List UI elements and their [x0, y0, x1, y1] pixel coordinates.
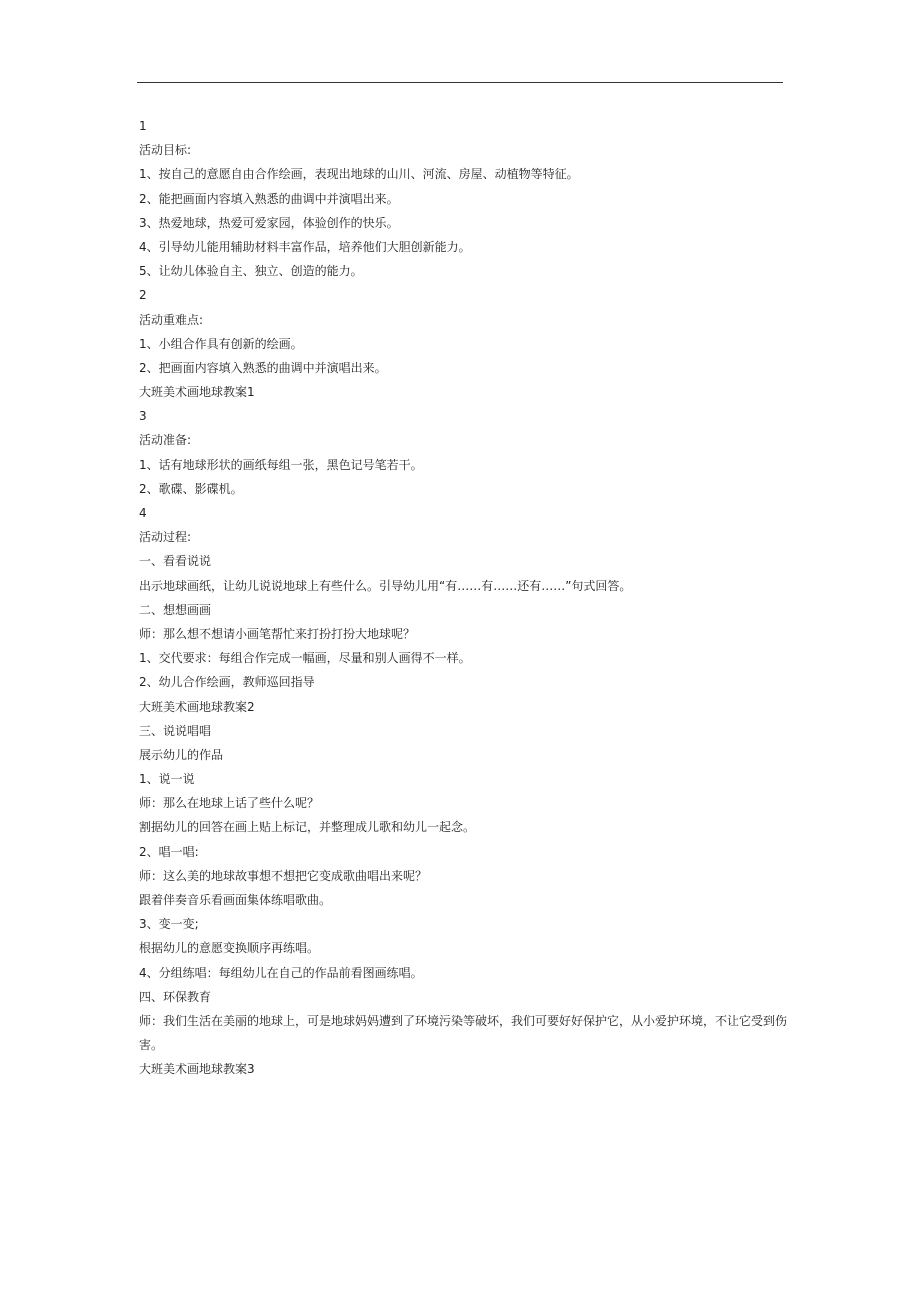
list-item: 1、交代要求：每组合作完成一幅画，尽量和别人画得不一样。	[139, 651, 471, 666]
process-step-heading: 一、看看说说	[139, 554, 212, 569]
paragraph: 出示地球画纸，让幼儿说说地球上有些什么。引导幼儿用“有……有……还有……”句式回答。	[139, 578, 632, 593]
list-item: 4、分组练唱：每组幼儿在自己的作品前看图画练唱。	[139, 965, 423, 980]
objective-item: 5、让幼儿体验自主、独立、创造的能力。	[139, 264, 363, 279]
section-number: 1	[139, 119, 147, 133]
heading-objectives: 活动目标:	[139, 143, 192, 158]
section-number: 4	[139, 506, 147, 520]
lesson-plan-title: 大班美术画地球教案2	[139, 699, 255, 714]
paragraph: 根据幼儿的意愿变换顺序再练唱。	[139, 941, 320, 956]
heading-preparation: 活动准备:	[139, 433, 192, 448]
paragraph: 师：那么想不想请小画笔帮忙来打扮打扮大地球呢？	[139, 626, 416, 641]
preparation-item: 1、话有地球形状的画纸每组一张，黑色记号笔若干。	[139, 457, 423, 472]
objective-item: 4、引导幼儿能用辅助材料丰富作品，培养他们大胆创新能力。	[139, 239, 471, 254]
key-point-item: 1、小组合作具有创新的绘画。	[139, 336, 303, 351]
objective-item: 2、能把画面内容填入熟悉的曲调中并演唱出来。	[139, 191, 399, 206]
list-item: 3、变一变;	[139, 917, 199, 932]
process-step-heading: 四、环保教育	[139, 989, 212, 1004]
key-point-item: 2、把画面内容填入熟悉的曲调中并演唱出来。	[139, 360, 387, 375]
heading-process: 活动过程:	[139, 530, 192, 545]
paragraph: 师：这么美的地球故事想不想把它变成歌曲唱出来呢？	[139, 868, 428, 883]
paragraph: 师：我们生活在美丽的地球上，可是地球妈妈遭到了环境污染等破坏，我们可要好好保护它，从小爱护环境，不让它受到伤害。	[139, 1013, 788, 1053]
paragraph: 展示幼儿的作品	[139, 747, 224, 762]
objective-item: 1、按自己的意愿自由合作绘画，表现出地球的山川、河流、房屋、动植物等特征。	[139, 167, 579, 182]
preparation-item: 2、歌碟、影碟机。	[139, 481, 243, 496]
document-body	[139, 114, 787, 1082]
section-number: 3	[139, 409, 147, 424]
process-step-heading: 三、说说唱唱	[139, 723, 212, 738]
lesson-plan-title: 大班美术画地球教案1	[139, 385, 255, 400]
paragraph: 跟着伴奏音乐看画面集体练唱歌曲。	[139, 893, 332, 907]
section-number: 2	[139, 288, 147, 303]
heading-key-points: 活动重难点:	[139, 312, 204, 327]
process-step-heading: 二、想想画画	[139, 602, 212, 617]
list-item: 1、说一说	[139, 772, 195, 787]
list-item: 2、幼儿合作绘画，教师巡回指导	[139, 675, 315, 690]
paragraph: 师：那么在地球上话了些什么呢？	[139, 796, 320, 811]
list-item: 2、唱一唱:	[139, 844, 199, 859]
header-rule	[137, 82, 783, 83]
objective-item: 3、热爱地球，热爱可爱家园，体验创作的快乐。	[139, 215, 399, 230]
paragraph: 割据幼儿的回答在画上贴上标记，并整理成儿歌和幼儿一起念。	[139, 820, 476, 835]
lesson-plan-title: 大班美术画地球教案3	[139, 1062, 255, 1077]
